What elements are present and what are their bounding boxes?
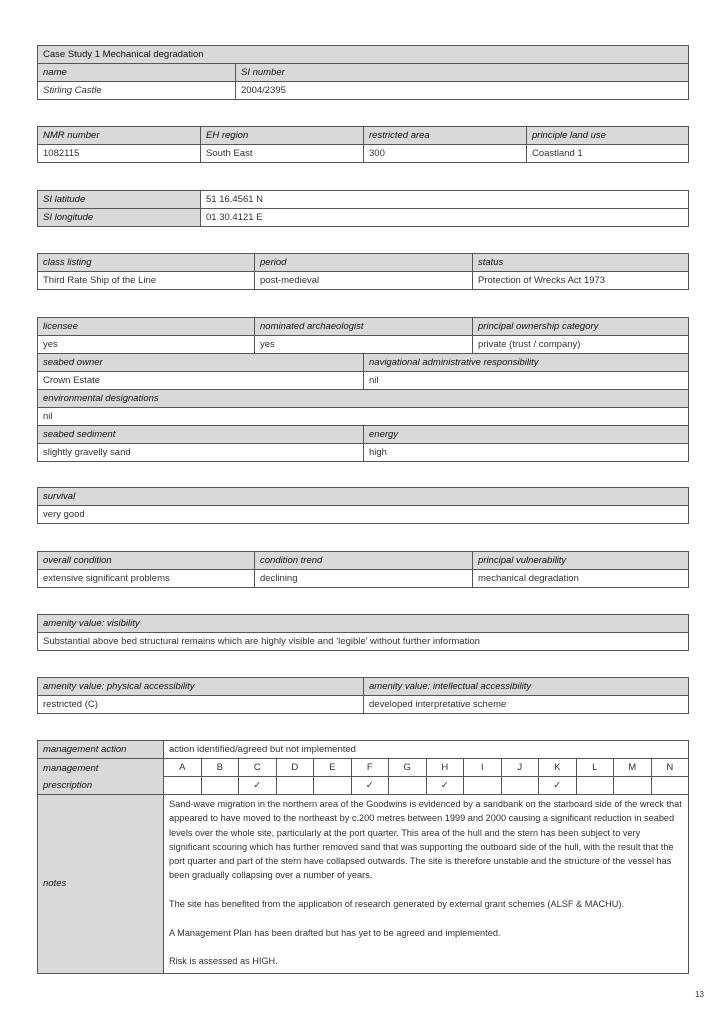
longitude-label: SI longitude <box>38 209 201 227</box>
land-use-label: principle land use <box>527 127 689 145</box>
prescription-check <box>576 777 614 795</box>
prescription-letter: G <box>389 759 427 777</box>
management-action-value: action identified/agreed but not implemented <box>164 741 689 759</box>
navigational-responsibility-value: nil <box>364 372 689 390</box>
prescription-letter: I <box>464 759 502 777</box>
principal-vulnerability-value: mechanical degradation <box>473 570 689 588</box>
prescription-check: ✓ <box>351 777 389 795</box>
overall-condition-value: extensive significant problems <box>38 570 255 588</box>
survival-label: survival <box>38 488 689 506</box>
principal-vulnerability-label: principal vulnerability <box>473 552 689 570</box>
period-value: post-medieval <box>255 272 473 290</box>
land-use-value: Coastland 1 <box>527 145 689 163</box>
class-listing-value: Third Rate Ship of the Line <box>38 272 255 290</box>
longitude-value: 01 30.4121 E <box>201 209 689 227</box>
notes-paragraph: A Management Plan has been drafted but has yet to be agreed and implemented. <box>169 927 501 938</box>
prescription-letter: N <box>651 759 689 777</box>
ownership-category-label: principal ownership category <box>473 318 689 336</box>
nmr-number-label: NMR number <box>38 127 201 145</box>
prescription-check <box>651 777 689 795</box>
prescription-letter: B <box>201 759 239 777</box>
prescription-check <box>164 777 202 795</box>
name-label: name <box>38 64 236 82</box>
eh-region-value: South East <box>201 145 364 163</box>
condition-trend-label: condition trend <box>255 552 473 570</box>
prescription-check <box>389 777 427 795</box>
case-study-title: Case Study 1 Mechanical degradation <box>38 46 689 64</box>
notes-paragraph: The site has benefited from the application of research generated by external grant schemes (ALSF & MACHU). <box>169 899 625 910</box>
accessibility-table <box>37 677 689 714</box>
prescription-check <box>276 777 314 795</box>
case-study-table <box>37 45 689 100</box>
prescription-letter: C <box>239 759 277 777</box>
archaeologist-value: yes <box>255 336 473 354</box>
seabed-sediment-label: seabed sediment <box>38 426 364 444</box>
management-prescription-label <box>38 759 164 795</box>
coordinates-table <box>37 190 689 227</box>
name-value: Stirling Castle <box>38 82 236 100</box>
seabed-owner-label: seabed owner <box>38 354 364 372</box>
prescription-letter: L <box>576 759 614 777</box>
licensee-label: licensee <box>38 318 255 336</box>
visibility-table <box>37 614 689 651</box>
management-action-label: management action <box>38 741 164 759</box>
condition-table <box>37 551 689 588</box>
latitude-value: 51 16.4561 N <box>201 191 689 209</box>
prescription-letter: K <box>539 759 577 777</box>
status-label: status <box>473 254 689 272</box>
status-value: Protection of Wrecks Act 1973 <box>473 272 689 290</box>
prescription-label-line-2: prescription <box>43 779 93 791</box>
navigational-responsibility-label: navigational administrative responsibility <box>364 354 689 372</box>
management-table <box>37 740 689 974</box>
ownership-table <box>37 317 689 462</box>
prescription-check <box>501 777 539 795</box>
prescription-letter: H <box>426 759 464 777</box>
ownership-category-value: private (trust / company) <box>473 336 689 354</box>
si-number-value: 2004/2395 <box>236 82 689 100</box>
prescription-check <box>464 777 502 795</box>
prescription-letter: E <box>314 759 352 777</box>
prescription-letter: F <box>351 759 389 777</box>
page-number: 13 <box>695 990 704 999</box>
eh-region-label: EH region <box>201 127 364 145</box>
visibility-value: Substantial above bed structural remains which are highly visible and ‘legible’ without further information <box>38 633 689 651</box>
energy-value: high <box>364 444 689 462</box>
visibility-label: amenity value: visibility <box>38 615 689 633</box>
survival-value: very good <box>38 506 689 524</box>
period-label: period <box>255 254 473 272</box>
intellectual-accessibility-value: developed interpretative scheme <box>364 696 689 714</box>
notes-paragraph: Risk is assessed as HIGH. <box>169 956 278 967</box>
class-listing-label: class listing <box>38 254 255 272</box>
overall-condition-label: overall condition <box>38 552 255 570</box>
prescription-letter: A <box>164 759 202 777</box>
prescription-label-line-1: management <box>43 762 99 774</box>
physical-accessibility-value: restricted (C) <box>38 696 364 714</box>
archaeologist-label: nominated archaeologist <box>255 318 473 336</box>
prescription-letter: D <box>276 759 314 777</box>
condition-trend-value: declining <box>255 570 473 588</box>
prescription-check <box>201 777 239 795</box>
prescription-letter: J <box>501 759 539 777</box>
restricted-area-label: restricted area <box>364 127 527 145</box>
prescription-check <box>614 777 652 795</box>
prescription-check <box>314 777 352 795</box>
seabed-sediment-value: slightly gravelly sand <box>38 444 364 462</box>
class-listing-table <box>37 253 689 290</box>
licensee-value: yes <box>38 336 255 354</box>
energy-label: energy <box>364 426 689 444</box>
si-number-label: SI number <box>236 64 689 82</box>
prescription-check: ✓ <box>426 777 464 795</box>
restricted-area-value: 300 <box>364 145 527 163</box>
prescription-check: ✓ <box>539 777 577 795</box>
latitude-label: SI latitude <box>38 191 201 209</box>
intellectual-accessibility-label: amenity value: intellectual accessibility <box>364 678 689 696</box>
nmr-number-value: 1082115 <box>38 145 201 163</box>
environmental-designations-label: environmental designations <box>38 390 689 408</box>
notes-paragraph: Sand-wave migration in the northern area of the Goodwins is evidenced by a sandbank on the starboard side of the wreck that appeared to have moved to the northeast by c.200 metres between 1999 and 2000 causing a significant reduction in seabed levels over the whole site, particularly at the port quarter. This area of the hull and the stern has been subject to very significant scouring which has further removed sand that was supporting the outboard side of the hull, with the result that the port quarter and part of the stern have collapsed outwards. The site is therefore unstable and the structure of the vessel has been gradually collapsing over a number of years. <box>169 799 682 881</box>
physical-accessibility-label: amenity value: physical accessibility <box>38 678 364 696</box>
notes-label: notes <box>38 795 164 974</box>
notes-body <box>164 795 689 974</box>
environmental-designations-value: nil <box>38 408 689 426</box>
seabed-owner-value: Crown Estate <box>38 372 364 390</box>
prescription-letter: M <box>614 759 652 777</box>
prescription-check: ✓ <box>239 777 277 795</box>
survival-table <box>37 487 689 524</box>
region-table <box>37 126 689 163</box>
